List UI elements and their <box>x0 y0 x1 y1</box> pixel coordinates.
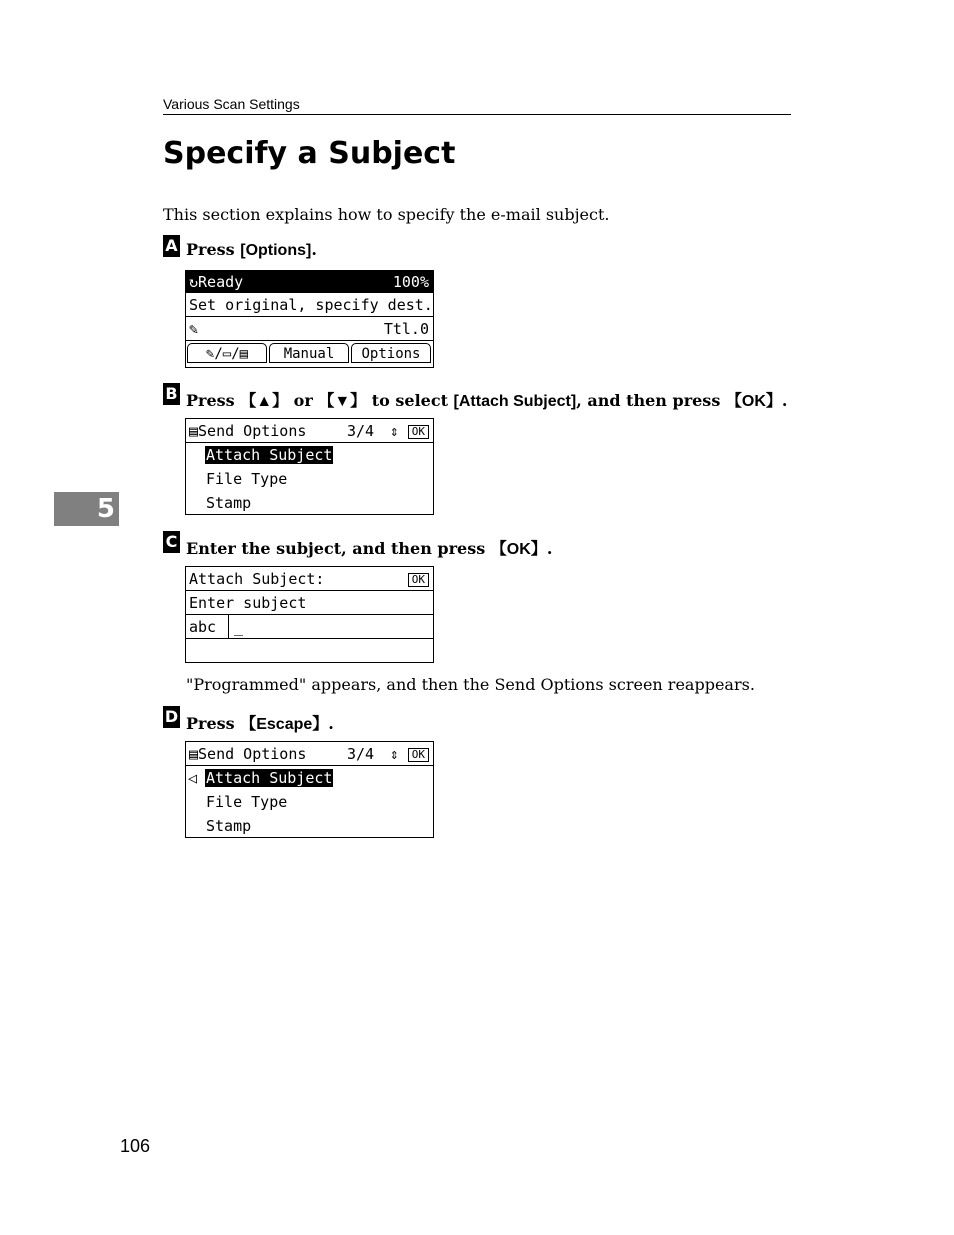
step-4-key: 【Escape】 <box>240 716 329 733</box>
subject-input-row[interactable] <box>186 615 433 639</box>
refresh-icon: ↻ <box>189 273 199 291</box>
menu-item-file-type[interactable]: File Type <box>206 793 288 811</box>
step-3-suffix: . <box>546 539 553 558</box>
step-2-badge: B <box>163 383 180 405</box>
menu-item-label: Attach Subject <box>206 769 333 787</box>
step-2-p1: Press <box>186 391 241 410</box>
ok-indicator: OK <box>408 573 429 587</box>
soft-key-row <box>186 341 433 367</box>
destination-icon: ✎ <box>189 320 199 338</box>
step-4-text <box>186 711 334 734</box>
scale-percent: 100% <box>392 273 429 291</box>
send-options-title: Send Options <box>198 745 307 763</box>
lcd-screen-send-options <box>185 418 434 515</box>
running-header: Various Scan Settings <box>163 96 300 112</box>
step-1-key: [Options] <box>240 242 312 259</box>
step-1-badge: A <box>163 235 180 257</box>
step-2-p3: to select <box>366 391 454 410</box>
step-1-suffix: . <box>311 240 317 259</box>
step-4-badge: D <box>164 707 179 726</box>
step-3-prefix: Enter the subject, and then press <box>186 539 491 558</box>
up-down-icon: ⇕ <box>389 745 399 763</box>
step-2-p5: . <box>781 391 788 410</box>
step-2-p2: or <box>288 391 319 410</box>
lcd-screen-attach-subject <box>185 566 434 663</box>
destination-row <box>186 317 433 341</box>
status-text: Ready <box>198 273 244 291</box>
intro-text: This section explains how to specify the e-mail subject. <box>163 205 610 224</box>
step-2-ok-key: 【OK】 <box>725 393 782 410</box>
options-soft-key[interactable]: Options <box>351 343 431 363</box>
status-bar <box>186 271 433 293</box>
menu-item-attach-subject[interactable] <box>186 443 433 467</box>
step-2-p4: , and then press <box>576 391 726 410</box>
step-3-text <box>186 536 552 559</box>
send-options-title-row <box>186 742 433 766</box>
empty-row <box>186 639 433 663</box>
step-2-up-key: 【▲】 <box>240 393 289 410</box>
step-2-attach-key: [Attach Subject] <box>453 393 577 410</box>
subject-prompt: Enter subject <box>186 591 433 615</box>
text-cursor: _ <box>234 618 244 636</box>
page-number: 106 <box>120 1136 151 1156</box>
chapter-tab: 5 <box>54 492 119 526</box>
attach-subject-title-row <box>186 567 433 591</box>
page-indicator: 3/4 <box>347 745 375 763</box>
mode-soft-key[interactable]: ✎/▭/▤ <box>187 343 267 363</box>
page-indicator: 3/4 <box>347 422 375 440</box>
ok-indicator: OK <box>408 748 429 762</box>
menu-item-label: Attach Subject <box>206 446 333 464</box>
up-down-icon: ⇕ <box>389 422 399 440</box>
menu-item-file-type[interactable]: File Type <box>206 470 288 488</box>
step-3-badge: C <box>163 531 180 553</box>
ok-indicator: OK <box>408 425 429 439</box>
menu-icon: ▤ <box>189 422 199 440</box>
menu-item-attach-subject[interactable] <box>186 766 433 790</box>
menu-item-stamp[interactable]: Stamp <box>206 494 252 512</box>
programmed-mark-icon: ◁ <box>188 769 198 787</box>
step-4-prefix: Press <box>186 714 241 733</box>
title-right <box>390 419 429 443</box>
send-options-title: Send Options <box>198 422 307 440</box>
lcd-screen-send-options-programmed <box>185 741 434 838</box>
step-1-text <box>186 240 317 260</box>
header-rule <box>163 114 791 115</box>
step-2-text <box>186 388 787 411</box>
message-row: Set original, specify dest. <box>186 293 433 317</box>
step-1-prefix: Press <box>186 240 241 259</box>
total-count: Ttl.0 <box>383 320 429 338</box>
step-3-key: 【OK】 <box>490 541 547 558</box>
step-2-down-key: 【▼】 <box>318 393 367 410</box>
page-title: Specify a Subject <box>163 136 456 171</box>
send-options-title-row <box>186 419 433 443</box>
attach-subject-title: Attach Subject: <box>189 570 325 588</box>
menu-item-stamp[interactable]: Stamp <box>206 817 252 835</box>
input-mode: abc <box>189 618 217 636</box>
step-4-suffix: . <box>328 714 334 733</box>
menu-icon: ▤ <box>189 745 199 763</box>
manual-soft-key[interactable]: Manual <box>269 343 349 363</box>
lcd-screen-ready <box>185 270 434 368</box>
note-text: "Programmed" appears, and then the Send Options screen reappears. <box>186 675 755 694</box>
